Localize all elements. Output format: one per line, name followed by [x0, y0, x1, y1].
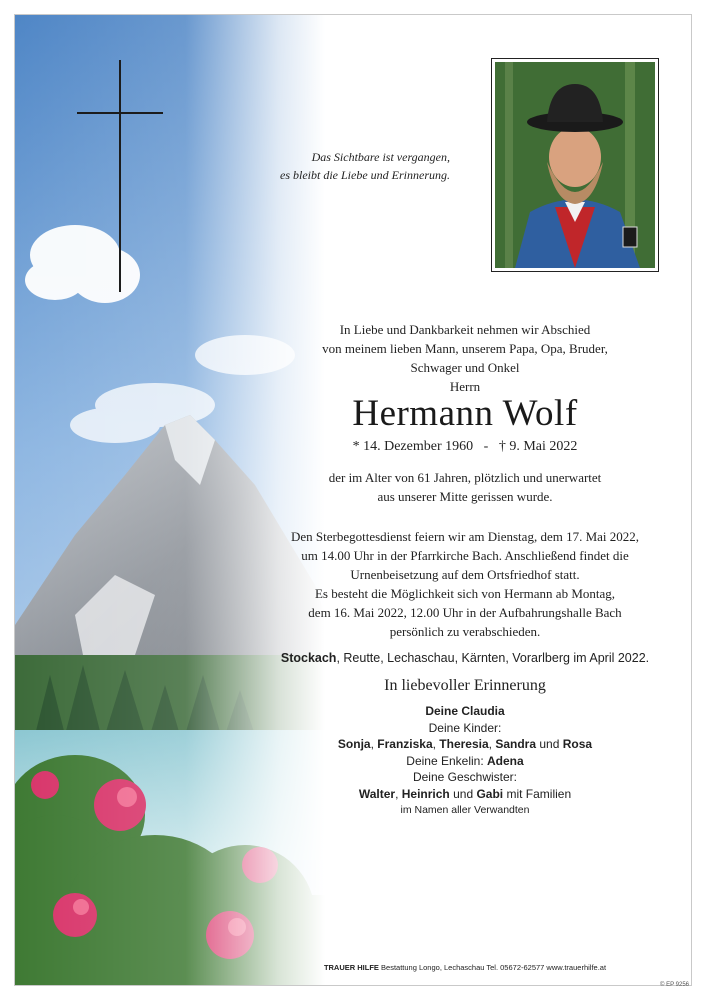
child-name: Theresia: [439, 737, 489, 751]
intro-text: [260, 320, 670, 396]
service-line-1: Den Sterbegottesdienst feiern wir am Dienstag, dem 17. Mai 2022,: [290, 529, 640, 544]
siblings-names: Walter, Heinrich und Gabi mit Familien: [358, 786, 572, 801]
places-rest: , Reutte, Lechaschau, Kärnten, Vorarlberg im April 2022.: [336, 651, 650, 665]
wife-name: Deine Claudia: [425, 704, 505, 718]
cross-symbol: [77, 60, 163, 292]
service-line-3: Urnenbeisetzung auf dem Ortsfriedhof statt.: [350, 567, 580, 582]
viewing-line-1: Es besteht die Möglichkeit sich von Hermann ab Montag,: [314, 586, 616, 601]
quote-line-2: es bleibt die Liebe und Erinnerung.: [280, 168, 450, 182]
birth-date: * 14. Dezember 1960: [352, 439, 474, 454]
footer-details: Bestattung Longo, Lechaschau Tel. 05672-62577 www.trauerhilfe.at: [378, 963, 607, 972]
children-names: Sonja, Franziska, Theresia, Sandra und Rosa: [337, 737, 593, 751]
places-and-date: [260, 650, 670, 667]
grandchild-label: Deine Enkelin:: [406, 753, 488, 768]
child-name: Rosa: [562, 737, 593, 751]
child-name: Sonja: [337, 737, 371, 751]
life-dates: [260, 438, 670, 456]
children-label: Deine Kinder:: [428, 720, 502, 735]
print-code: © EP 9256: [660, 982, 689, 988]
viewing-line-2: dem 16. Mai 2022, 12.00 Uhr in der Aufbahrungshalle Bach: [308, 605, 622, 620]
intro-line-3: Schwager und Onkel: [410, 360, 520, 375]
quote-line-1: Das Sichtbare ist vergangen,: [311, 150, 450, 164]
viewing-line-3: persönlich zu verabschieden.: [389, 624, 541, 639]
siblings-label: Deine Geschwister:: [412, 770, 518, 784]
age-line-1: der im Alter von 61 Jahren, plötzlich und unerwartet: [328, 470, 602, 485]
intro-line-4: Herrn: [449, 379, 481, 394]
sibling-name: Gabi: [476, 786, 504, 801]
memory-title: In liebevoller Erinnerung: [384, 677, 546, 694]
grandchild-name: Adena: [487, 753, 524, 768]
sibling-name: Walter: [358, 786, 396, 801]
footer-brand: TRAUER HILFE: [323, 963, 379, 972]
deceased-name: Hermann Wolf: [352, 393, 578, 434]
child-name: Franziska: [377, 737, 433, 751]
age-line-2: aus unserer Mitte gerissen wurde.: [377, 489, 553, 504]
service-line-2: um 14.00 Uhr in der Pfarrkirche Bach. Anschließend findet die: [301, 548, 629, 563]
place-first: Stockach: [280, 651, 337, 665]
age-text: [260, 468, 670, 506]
death-date: † 9. Mai 2022: [498, 439, 578, 454]
grandchild-line: [260, 753, 670, 770]
funeral-service-text: [260, 527, 670, 584]
mourners-list: [260, 703, 670, 819]
sibling-name: Heinrich: [401, 786, 450, 801]
intro-line-1: In Liebe und Dankbarkeit nehmen wir Abschied: [339, 322, 591, 337]
viewing-text: [260, 584, 670, 641]
child-name: Sandra: [495, 737, 537, 751]
footer-funeral-home: [260, 963, 670, 972]
intro-line-2: von meinem lieben Mann, unserem Papa, Opa, Bruder,: [322, 341, 608, 356]
date-separator: -: [483, 439, 489, 454]
memorial-quote: [250, 148, 450, 184]
portrait-photo: [491, 58, 659, 272]
relatives-line: im Namen aller Verwandten: [400, 804, 530, 816]
siblings-suffix: mit Familien: [503, 786, 572, 801]
